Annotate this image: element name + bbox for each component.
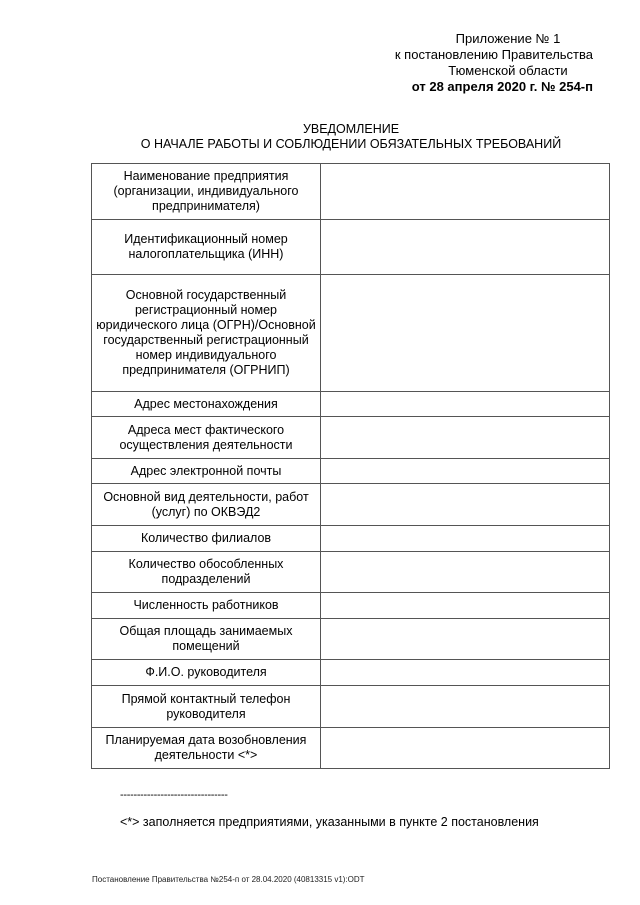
title-line-1: УВЕДОМЛЕНИЕ xyxy=(302,122,400,136)
field-label: Планируемая дата возобновления деятельности <*> xyxy=(92,728,321,769)
field-value-cell[interactable] xyxy=(321,660,610,686)
field-label: Адрес местонахождения xyxy=(92,392,321,417)
table-row xyxy=(92,526,610,552)
field-value-cell[interactable] xyxy=(321,484,610,526)
table-row xyxy=(92,220,610,275)
field-value-cell[interactable] xyxy=(321,619,610,660)
table-row xyxy=(92,275,610,392)
field-label: Адрес электронной почты xyxy=(92,459,321,484)
notification-form-table xyxy=(91,163,610,769)
footnote-text: <*> заполняется предприятиями, указанными в пункте 2 постановления xyxy=(120,815,539,829)
table-row xyxy=(92,660,610,686)
field-label: Численность работников xyxy=(92,593,321,619)
field-value-cell[interactable] xyxy=(321,552,610,593)
appendix-block xyxy=(293,31,593,95)
field-label: Адреса мест фактического осуществления деятельности xyxy=(92,417,321,459)
field-label: Идентификационный номер налогоплательщика (ИНН) xyxy=(92,220,321,275)
table-row xyxy=(92,484,610,526)
field-value-cell[interactable] xyxy=(321,392,610,417)
field-label: Ф.И.О. руководителя xyxy=(92,660,321,686)
field-label: Количество филиалов xyxy=(92,526,321,552)
field-label: Основной государственный регистрационный номер юридического лица (ОГРН)/Основной государственный регистрационный номер индивидуального предпринимателя (ОГРНИП) xyxy=(92,275,321,392)
table-row xyxy=(92,459,610,484)
field-value-cell[interactable] xyxy=(321,220,610,275)
field-value-cell[interactable] xyxy=(321,417,610,459)
field-label: Прямой контактный телефон руководителя xyxy=(92,686,321,728)
field-value-cell[interactable] xyxy=(321,275,610,392)
document-footer: Постановление Правительства №254-п от 28.04.2020 (40813315 v1):ODT xyxy=(92,875,365,884)
field-value-cell[interactable] xyxy=(321,164,610,220)
appendix-number: Приложение № 1 xyxy=(455,31,561,46)
field-value-cell[interactable] xyxy=(321,686,610,728)
appendix-date: от 28 апреля 2020 г. № 254-п xyxy=(411,79,593,94)
footnote-separator: -------------------------------- xyxy=(120,789,228,801)
field-value-cell[interactable] xyxy=(321,593,610,619)
field-label: Общая площадь занимаемых помещений xyxy=(92,619,321,660)
field-label: Наименование предприятия (организации, индивидуального предпринимателя) xyxy=(92,164,321,220)
field-value-cell[interactable] xyxy=(321,526,610,552)
title-line-2: О НАЧАЛЕ РАБОТЫ И СОБЛЮДЕНИИ ОБЯЗАТЕЛЬНЫХ ТРЕБОВАНИЙ xyxy=(140,137,562,151)
field-label: Основной вид деятельности, работ (услуг) по ОКВЭД2 xyxy=(92,484,321,526)
appendix-region: Тюменской области xyxy=(448,63,568,78)
table-row xyxy=(92,552,610,593)
field-label: Количество обособленных подразделений xyxy=(92,552,321,593)
field-value-cell[interactable] xyxy=(321,459,610,484)
table-row xyxy=(92,728,610,769)
appendix-ref: к постановлению Правительства xyxy=(394,47,593,62)
table-row xyxy=(92,686,610,728)
table-row xyxy=(92,392,610,417)
table-row xyxy=(92,593,610,619)
field-value-cell[interactable] xyxy=(321,728,610,769)
table-row xyxy=(92,417,610,459)
table-row xyxy=(92,619,610,660)
table-row xyxy=(92,164,610,220)
document-title xyxy=(92,122,610,152)
